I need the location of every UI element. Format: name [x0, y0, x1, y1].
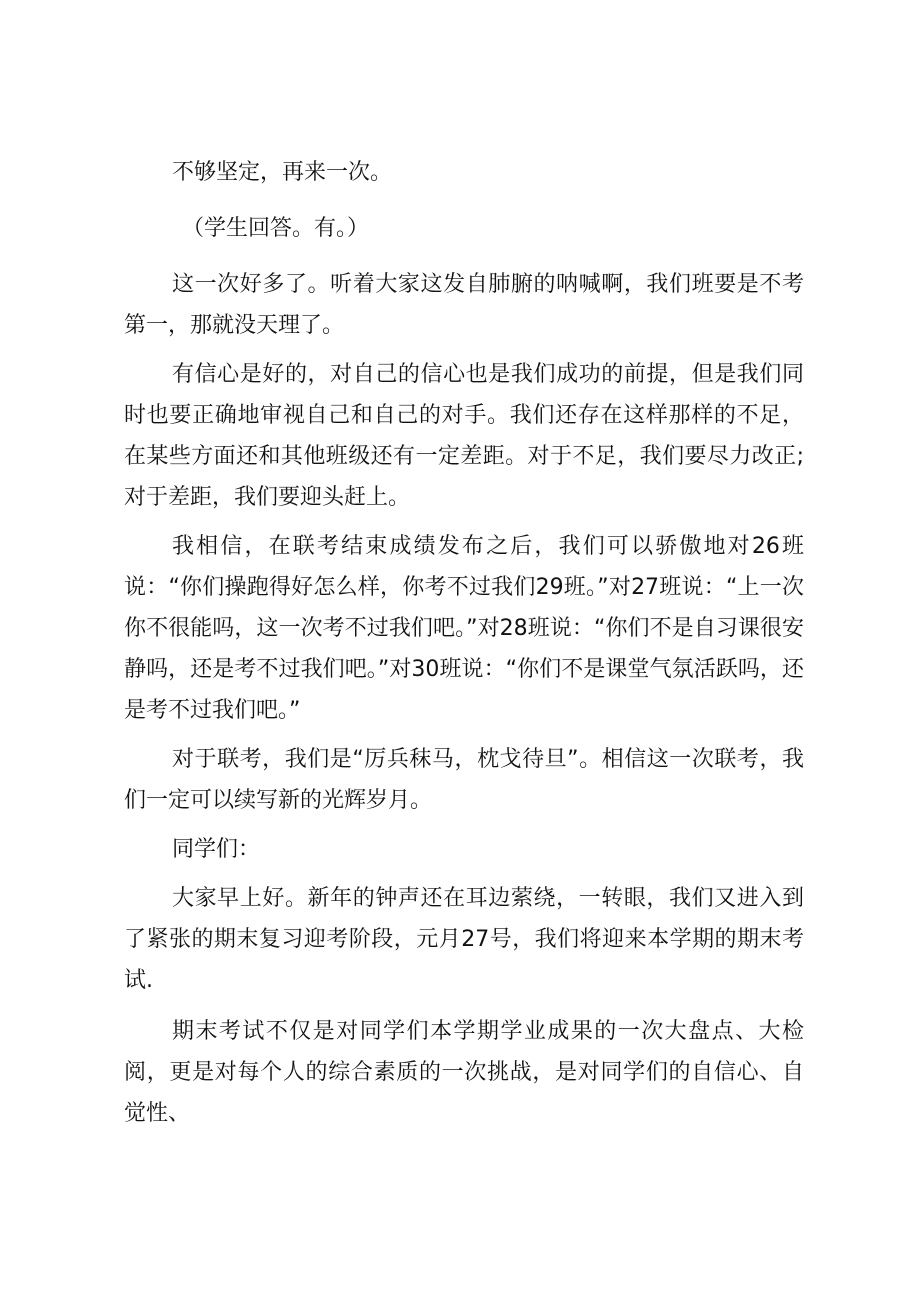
- document-body: [124, 152, 804, 1142]
- paragraph-7: 同学们：: [172, 837, 261, 862]
- paragraph-2: （学生回答。有。）: [182, 216, 370, 241]
- paragraph-9: 期末考试不仅是对同学们本学期学业成果的一次大盘点、大检阅，更是对每个人的综合素质的一次挑战，是对同学们的自信心、自觉性、: [124, 1019, 804, 1126]
- paragraph-1: 不够坚定，再来一次。: [172, 160, 393, 185]
- paragraph-8: 大家早上好。新年的钟声还在耳边萦绕，一转眼，我们又进入到了紧张的期末复习迎考阶段，元月27号，我们将迎来本学期的期末考试.: [124, 886, 804, 993]
- paragraph-6: 对于联考，我们是“厉兵秣马，枕戈待旦”。相信这一次联考，我们一定可以续写新的光辉岁月。: [124, 747, 804, 813]
- paragraph-5: 我相信，在联考结束成绩发布之后，我们可以骄傲地对26班说：“你们操跑得好怎么样，你考不过我们29班。”对27班说：“上一次你不很能吗，这一次考不过我们吧。”对28班说：“你们不是自习课很安静吗，还是考不过我们吧。”对30班说：“你们不是课堂气氛活跃吗，还是考不过我们吧。”: [124, 534, 804, 723]
- paragraph-3: 这一次好多了。听着大家这发自肺腑的呐喊啊，我们班要是不考第一，那就没天理了。: [124, 272, 804, 338]
- paragraph-4: 有信心是好的，对自己的信心也是我们成功的前提，但是我们同时也要正确地审视自己和自己的对手。我们还存在这样那样的不足，在某些方面还和其他班级还有一定差距。对于不足，我们要尽力改正;对于差距，我们要迎头赶上。: [124, 362, 804, 510]
